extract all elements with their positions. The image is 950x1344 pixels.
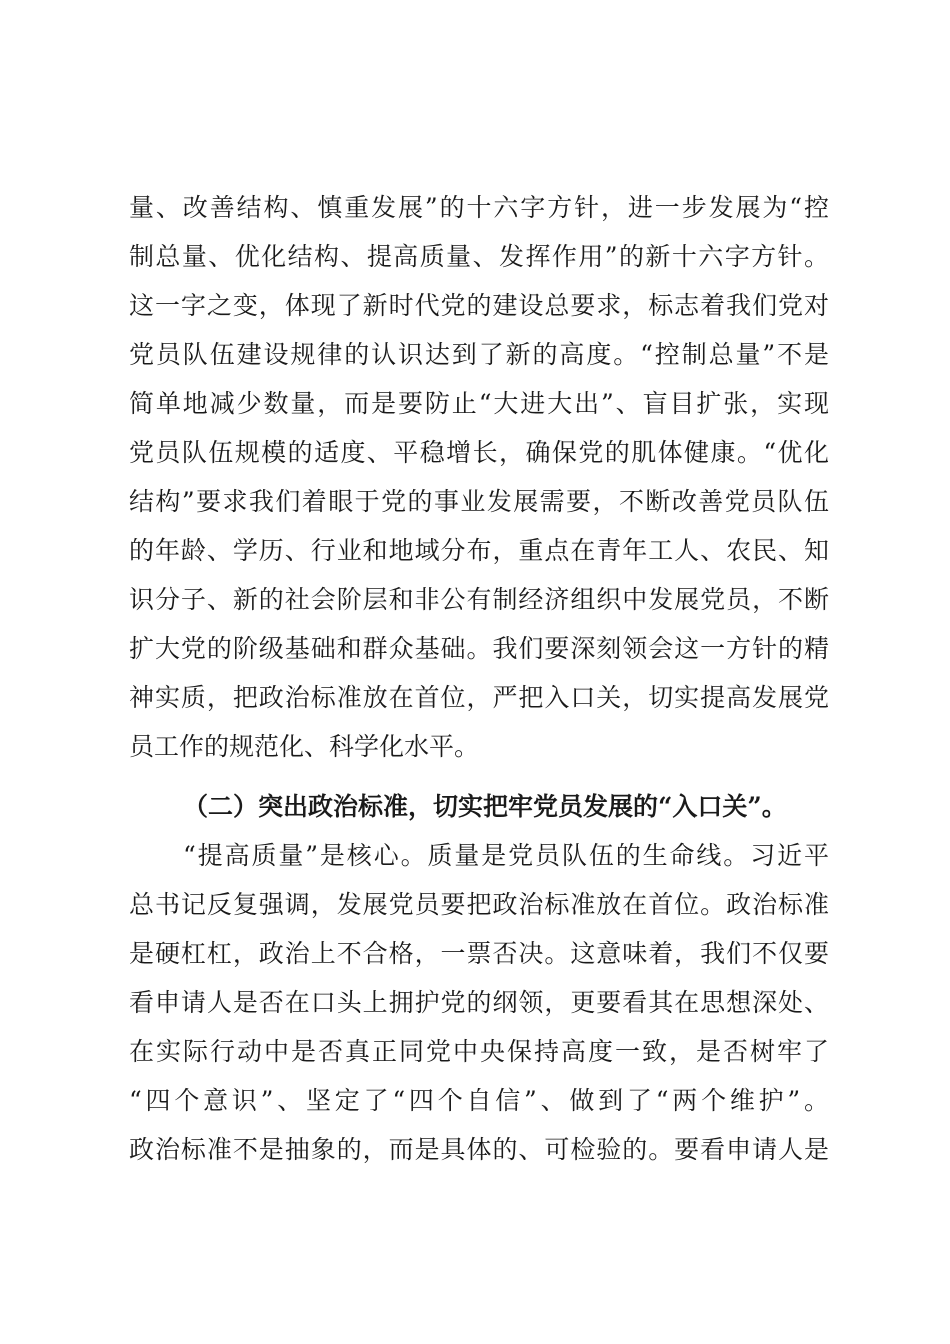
- text-line: 这一字之变，体现了新时代党的建设总要求，标志着我们党对: [129, 291, 829, 320]
- text-line: 看申请人是否在口头上拥护党的纲领，更要看其在思想深处、: [129, 988, 829, 1017]
- text-line: 总书记反复强调，发展党员要把政治标准放在首位。政治标准: [129, 890, 829, 919]
- text-line: 员工作的规范化、科学化水平。: [129, 732, 480, 761]
- text-line: “四个意识”、坚定了“四个自信”、做到了“两个维护”。: [129, 1086, 829, 1115]
- text-line: 政治标准不是抽象的，而是具体的、可检验的。要看申请人是: [129, 1135, 829, 1164]
- text-line: “提高质量”是核心。质量是党员队伍的生命线。习近平: [183, 841, 829, 870]
- text-line: 简单地减少数量，而是要防止“大进大出”、盲目扩张，实现: [129, 389, 829, 418]
- text-line: 量、改善结构、慎重发展”的十六字方针，进一步发展为“控: [129, 193, 829, 222]
- section-heading: [129, 782, 829, 831]
- text-line: 扩大党的阶级基础和群众基础。我们要深刻领会这一方针的精: [129, 634, 829, 663]
- text-line: 结构”要求我们着眼于党的事业发展需要，不断改善党员队伍: [129, 487, 829, 516]
- text-line: 党员队伍规模的适度、平稳增长，确保党的肌体健康。“优化: [129, 438, 829, 467]
- body-paragraph-1: [129, 183, 829, 771]
- text-line: 识分子、新的社会阶层和非公有制经济组织中发展党员，不断: [129, 585, 829, 614]
- text-line: 神实质，把政治标准放在首位，严把入口关，切实提高发展党: [129, 683, 829, 712]
- text-line: 党员队伍建设规律的认识达到了新的高度。“控制总量”不是: [129, 340, 829, 369]
- text-line: 的年龄、学历、行业和地域分布，重点在青年工人、农民、知: [129, 536, 829, 565]
- text-line: 制总量、优化结构、提高质量、发挥作用”的新十六字方针。: [129, 242, 829, 271]
- text-line: 在实际行动中是否真正同党中央保持高度一致，是否树牢了: [129, 1037, 829, 1066]
- body-paragraph-2: [129, 831, 829, 1174]
- text-line: 是硬杠杠，政治上不合格，一票否决。这意味着，我们不仅要: [129, 939, 829, 968]
- heading-text: （二）突出政治标准，切实把牢党员发展的“入口关”。: [183, 792, 787, 821]
